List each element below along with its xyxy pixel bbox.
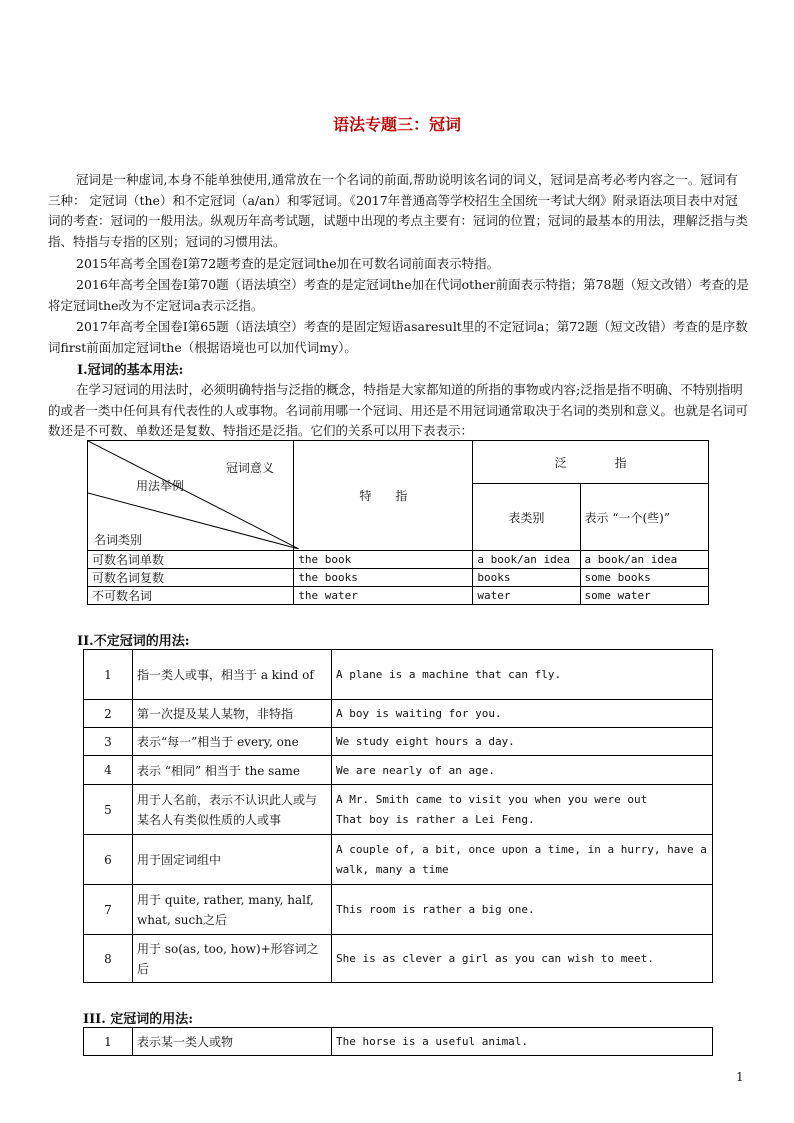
diagonal-header-cell <box>88 441 294 551</box>
table-row <box>84 1028 713 1056</box>
page-title: 语法专题三：冠词 <box>332 115 461 134</box>
row-number: 1 <box>84 650 133 700</box>
example-cell: A couple of, a bit, once upon a time, in a hurry, have a walk, many a time <box>332 835 713 885</box>
example-cell: A boy is waiting for you. <box>332 700 713 728</box>
some-cell: some books <box>580 569 708 587</box>
row-number: 2 <box>84 700 133 728</box>
section3-heading: III. 定冠词的用法: <box>83 1012 194 1027</box>
table-row <box>84 835 713 885</box>
intro-paragraph-4: 2017年高考全国卷Ⅰ第65题（语法填空）考查的是固定短语asaresult里的不定冠词a；第72题（短文改错）考查的是序数词first前面加定冠词the（根据语境也可以加代词my）。 <box>48 319 748 355</box>
header-general: 泛 指 <box>473 441 709 484</box>
usage-cell: 用于 quite, rather, many, half, what, such之后 <box>133 885 332 935</box>
usage-cell: 用于人名前，表示不认识此人或与某名人有类似性质的人或事 <box>133 785 332 835</box>
specific-cell: the water <box>294 587 473 605</box>
usage-cell: 指一类人或事，相当于 a kind of <box>133 650 332 700</box>
diag-header-top: 冠词意义 <box>226 461 275 475</box>
intro-paragraph-1: 冠词是一种虚词,本身不能单独使用,通常放在一个名词的前面,帮助说明该名词的词义，冠词是高考必考内容之一。冠词有三种： 定冠词（the）和不定冠词（a/an）和零冠词。《2017年普通高等学校招生全国统一考试大纲》附录语法项目表中对冠词的考查：冠词的一般用法。纵观历年高考试题，试题中出现的考点主要有：冠词的位置；冠词的最基本的用法，理解泛指与类指、特指与专指的区别；冠词的习惯用法。 <box>48 172 749 249</box>
table-row <box>84 935 713 983</box>
intro-paragraph-2: 2015年高考全国卷Ⅰ第72题考查的是定冠词the加在可数名词前面表示特指。 <box>76 256 500 271</box>
example-cell: The horse is a useful animal. <box>332 1028 713 1056</box>
header-some: 表示 “一个(些)” <box>580 484 708 551</box>
noun-type-cell: 可数名词单数 <box>88 551 294 569</box>
section1-heading: I.冠词的基本用法: <box>77 363 184 378</box>
table-row <box>84 728 713 756</box>
table-row <box>84 650 713 700</box>
header-class: 表类别 <box>473 484 580 551</box>
example-cell: A Mr. Smith came to visit you when you were out That boy is rather a Lei Feng. <box>332 785 713 835</box>
definite-article-table <box>83 1027 713 1056</box>
table-row <box>88 551 709 569</box>
example-cell: A plane is a machine that can fly. <box>332 650 713 700</box>
table-row <box>84 700 713 728</box>
class-cell: a book/an idea <box>473 551 580 569</box>
some-cell: a book/an idea <box>580 551 708 569</box>
specific-cell: the books <box>294 569 473 587</box>
intro-paragraph-3: 2016年高考全国卷Ⅰ第70题（语法填空）考查的是定冠词the加在代词other前面表示特指；第78题（短文改错）考查的是将定冠词the改为不定冠词a表示泛指。 <box>48 277 750 313</box>
usage-cell: 用于 so(as, too, how)+形容词之后 <box>133 935 332 983</box>
class-cell: water <box>473 587 580 605</box>
section1-text: 在学习冠词的用法时，必须明确特指与泛指的概念，特指是大家都知道的所指的事物或内容;泛指是指不明确、不特别指明的或者一类中任何具有代表性的人或事物。名词前用哪一个冠词、用还是不用冠词通常取决于名词的类别和意义。也就是名词可数还是不可数、单数还是复数、特指还是泛指。它们的关系可以用下表表示： <box>48 382 749 438</box>
noun-type-cell: 不可数名词 <box>88 587 294 605</box>
diag-header-bottom: 名词类别 <box>94 533 143 547</box>
usage-cell: 用于固定词组中 <box>133 835 332 885</box>
usage-cell: 表示某一类人或物 <box>133 1028 332 1056</box>
table-row <box>88 569 709 587</box>
example-cell: We study eight hours a day. <box>332 728 713 756</box>
row-number: 3 <box>84 728 133 756</box>
row-number: 7 <box>84 885 133 935</box>
article-overview-table <box>87 440 709 605</box>
row-number: 8 <box>84 935 133 983</box>
usage-cell: 第一次提及某人某物，非特指 <box>133 700 332 728</box>
table-row <box>84 756 713 785</box>
table-row <box>84 785 713 835</box>
table-row <box>88 587 709 605</box>
row-number: 6 <box>84 835 133 885</box>
section2-heading: II.不定冠词的用法: <box>77 634 190 649</box>
row-number: 4 <box>84 756 133 785</box>
header-specific: 特 指 <box>294 441 473 551</box>
indefinite-article-table <box>83 649 713 983</box>
usage-cell: 表示“每一”相当于 every, one <box>133 728 332 756</box>
noun-type-cell: 可数名词复数 <box>88 569 294 587</box>
table-row <box>84 885 713 935</box>
row-number: 5 <box>84 785 133 835</box>
example-cell: We are nearly of an age. <box>332 756 713 785</box>
example-cell: She is as clever a girl as you can wish to meet. <box>332 935 713 983</box>
class-cell: books <box>473 569 580 587</box>
usage-cell: 表示 “相同” 相当于 the same <box>133 756 332 785</box>
row-number: 1 <box>84 1028 133 1056</box>
example-cell: This room is rather a big one. <box>332 885 713 935</box>
diag-header-mid: 用法举例 <box>136 479 185 493</box>
page-number: 1 <box>736 1070 744 1084</box>
some-cell: some water <box>580 587 708 605</box>
specific-cell: the book <box>294 551 473 569</box>
